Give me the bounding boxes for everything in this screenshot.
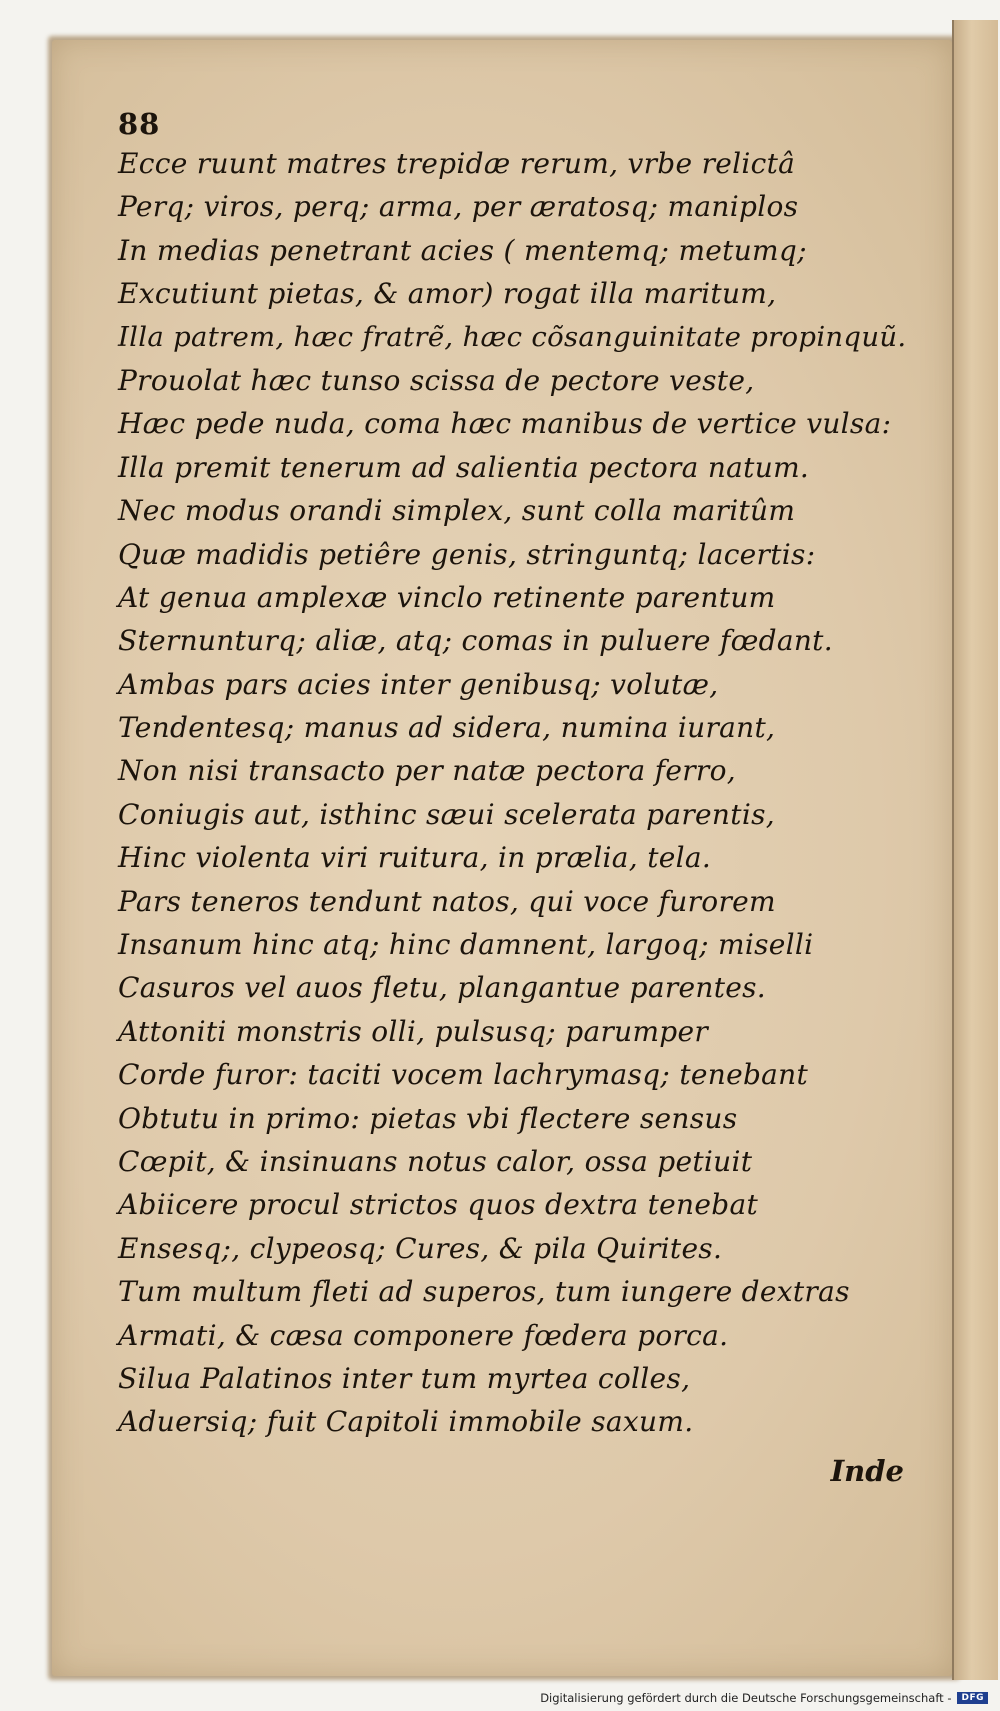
- verse-text-block: [118, 106, 908, 1444]
- verse-line: Tum multum fleti ad superos, tum iungere dextras: [118, 1275, 850, 1309]
- verse-line: Ambas pars acies inter genibusq; volutæ,: [118, 667, 719, 701]
- verse-line: In medias penetrant acies ( mentemq; metumq;: [118, 233, 807, 267]
- verse-line: Obtutu in primo: pietas vbi flectere sensus: [118, 1101, 738, 1135]
- verse-line: Ensesq;, clypeosq; Cures, & pila Quirites.: [118, 1231, 723, 1265]
- footer-credit-text: Digitalisierung gefördert durch die Deutsche Forschungsgemeinschaft -: [540, 1691, 952, 1705]
- verse-line: Non nisi transacto per natæ pectora ferro,: [118, 754, 736, 788]
- verse-line: Ecce ruunt matres trepidæ rerum, vrbe relictâ: [118, 147, 796, 180]
- verse-line: Cœpit, & insinuans notus calor, ossa petiuit: [118, 1144, 753, 1178]
- verse-lines: [118, 142, 908, 1444]
- verse-line: Insanum hinc atq; hinc damnent, largoq; miselli: [118, 928, 814, 962]
- verse-line: Pars teneros tendunt natos, qui voce furorem: [118, 884, 776, 918]
- verse-line: Aduersiq; fuit Capitoli immobile saxum.: [118, 1405, 694, 1439]
- verse-line: Attoniti monstris olli, pulsusq; parumper: [118, 1014, 709, 1048]
- verse-line: Quæ madidis petiêre genis, stringuntq; lacertis:: [118, 537, 816, 571]
- verse-line: At genua amplexæ vinclo retinente parentum: [118, 580, 776, 614]
- verse-line: Illa patrem, hæc fratrẽ, hæc cõsanguinitate propinquũ.: [118, 320, 907, 353]
- verse-line: Perq; viros, perq; arma, per æratosq; maniplos: [118, 190, 799, 224]
- catchword: Inde: [830, 1454, 904, 1488]
- page-number: 88: [118, 107, 161, 141]
- verse-line: Armati, & cæsa componere fœdera porca.: [118, 1318, 729, 1352]
- verse-line: Abiicere procul strictos quos dextra tenebat: [118, 1188, 759, 1222]
- verse-line: Silua Palatinos inter tum myrtea colles,: [118, 1361, 691, 1395]
- verse-line: Corde furor: taciti vocem lachrymasq; tenebant: [118, 1058, 809, 1092]
- verse-line: Tendentesq; manus ad sidera, numina iurant,: [118, 711, 776, 745]
- verse-line: Coniugis aut, isthinc sæui scelerata parentis,: [118, 797, 775, 831]
- verse-line: Prouolat hæc tunso scissa de pectore veste,: [118, 363, 755, 397]
- verse-line: Hinc violenta viri ruitura, in prælia, tela.: [118, 841, 712, 875]
- verse-line: Excutiunt pietas, & amor) rogat illa maritum,: [118, 277, 777, 311]
- verse-line: Casuros vel auos fletu, plangantue parentes.: [118, 971, 767, 1005]
- verse-line: Hæc pede nuda, coma hæc manibus de vertice vulsa:: [118, 407, 892, 441]
- dfg-logo: DFG: [957, 1692, 988, 1704]
- facing-page-edge: [952, 20, 998, 1680]
- verse-line: Sternunturq; aliæ, atq; comas in puluere fœdant.: [118, 624, 833, 658]
- verse-line: Illa premit tenerum ad salientia pectora natum.: [118, 450, 810, 484]
- verse-line: Nec modus orandi simplex, sunt colla maritûm: [118, 494, 796, 528]
- digitization-footer: [540, 1691, 988, 1705]
